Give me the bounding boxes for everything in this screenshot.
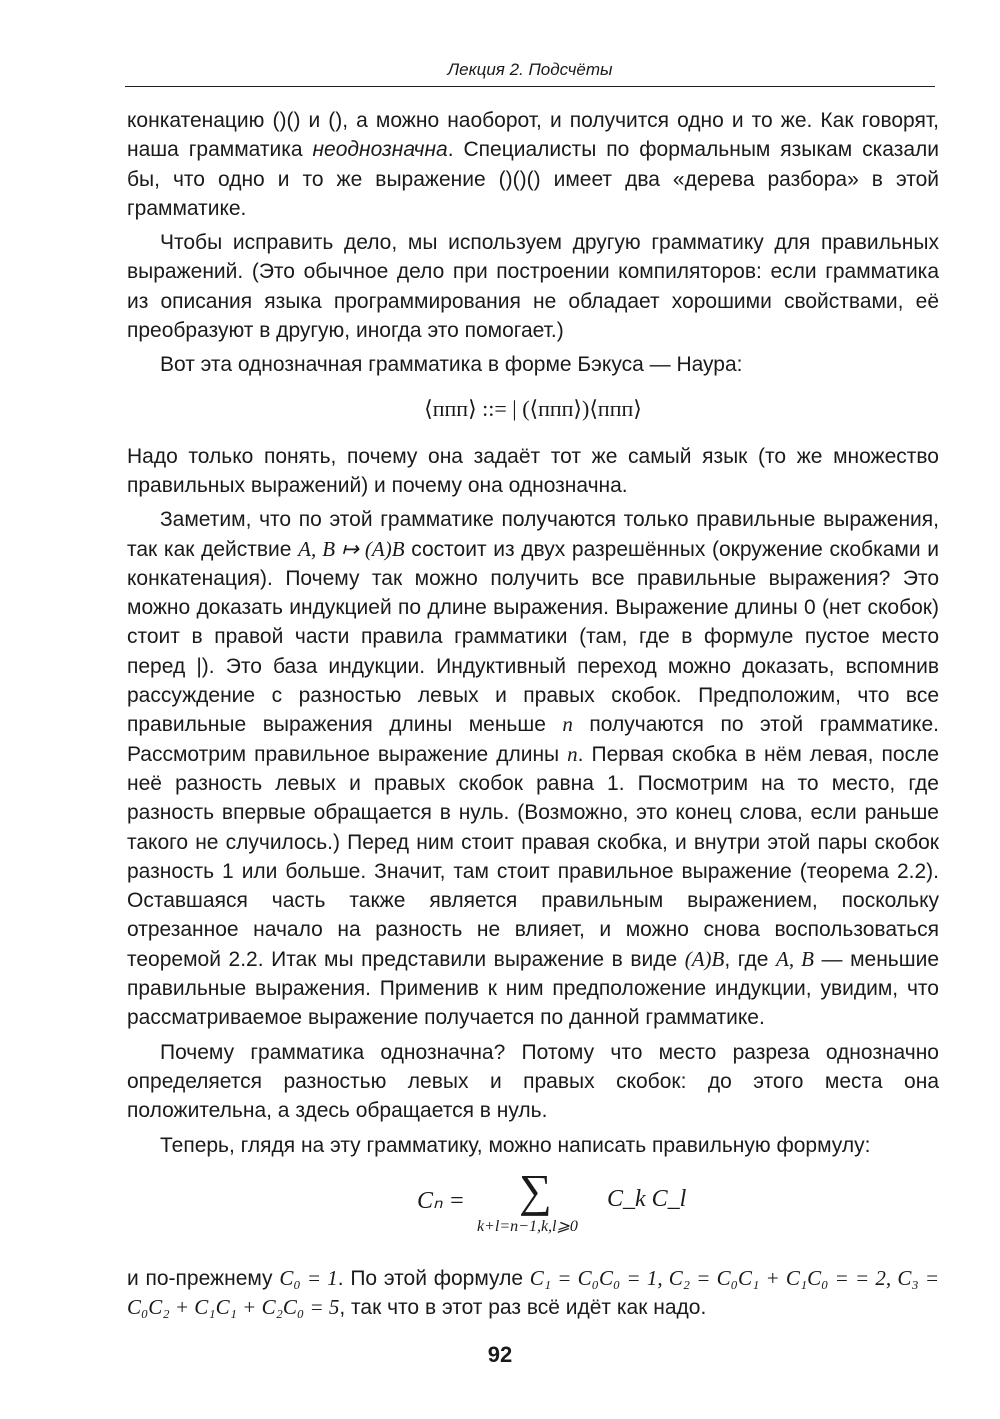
paragraph-6: Почему грамматика однозначна? Потому что место разреза однозначно определяется разностью левых и правых скобок: до этого места она положительна, а здесь обращается в нуль. <box>127 1040 939 1123</box>
para8-math-1: C₀ = 1 <box>279 1265 338 1290</box>
para5-text-a: Заметим, что по этой грамматике получаются только правильные выражения, так как действие <box>127 508 939 561</box>
paragraph-1 <box>127 106 939 223</box>
para5-math-1: A, B ↦ (A)B <box>298 536 405 561</box>
formula-rhs: C_k C_l <box>607 1185 687 1212</box>
page-number: 92 <box>487 1342 513 1367</box>
para1-text-a: конкатенацию ()() и (), а можно наоборот, и получится одно и то же. Как говорят, наша грамматика <box>127 109 939 162</box>
para5-text-e: , где <box>724 947 777 971</box>
para5-text-c: получаются по этой грамматике. Рассмотрим правильное выражение длины <box>127 713 939 766</box>
running-header: Лекция 2. Подсчёты <box>125 60 935 87</box>
paragraph-8 <box>127 1264 939 1323</box>
paragraph-7: Теперь, глядя на эту грамматику, можно написать правильную формулу: <box>160 1133 871 1157</box>
paragraph-2: Чтобы исправить дело, мы используем другую грамматику для правильных выражений. (Это обычное дело при построении компиляторов: если грамматика из описания языка программирования не обладает хорошими свойствами, её преобразуют в другую, иногда это помогает.) <box>127 231 939 343</box>
para5-text-b: состоит из двух разрешённых (окружение скобками и конкатенация). Почему так можно получить все правильные выражения? Это можно доказать индукцией по длине выражения. Выражение длины 0 (нет скобок) стоит в правой части правила грамматики (там, где в формуле пустое место перед |). Это база индукции. Индуктивный переход можно доказать, вспомнив рассуждение с разностью левых и правых скобок. Предположим, что все правильные выражения длины меньше <box>127 537 939 737</box>
para8-text-a: и по-прежнему <box>127 1266 280 1290</box>
formula-lhs: Cₙ = <box>417 1187 465 1214</box>
sum-symbol: ∑ <box>519 1164 552 1216</box>
para5-math-3: n <box>567 741 578 766</box>
bnf-grammar: ⟨ппп⟩ ::= | (⟨ппп⟩)⟨ппп⟩ <box>424 395 642 421</box>
para5-math-4: (A)B <box>684 946 725 971</box>
page-body <box>127 106 939 1322</box>
paragraph-4: Надо только понять, почему она задаёт тот же самый язык (то же множество правильных выражений) и почему она однозначна. <box>127 444 939 497</box>
para5-math-2: n <box>562 712 573 737</box>
para8-text-b: . По этой формуле <box>337 1266 530 1290</box>
catalan-formula <box>127 1164 939 1254</box>
para8-math-2: C₁ = C₀C₀ = 1, C₂ = C₀C₁ + C₁C₀ = = 2, C₃ = C₀C₂ + C₁C₁ + C₂C₀ = 5 <box>127 1265 940 1320</box>
sum-subscript: k+l=n−1,k,l⩾0 <box>477 1217 578 1235</box>
para5-math-5: A, B <box>776 946 814 971</box>
para1-text-b: . Специалисты по формальным языкам сказали бы, что одно и то же выражение ()()() имеет два «дерева разбора» в этой грамматике. <box>127 138 939 220</box>
paragraph-5 <box>127 505 939 1032</box>
para5-text-f: — меньшие правильные выражения. Применив к ним предположение индукции, увидим, что рассматриваемое выражение получается по данной грамматике. <box>127 947 940 1030</box>
paragraph-3: Вот эта однозначная грамматика в форме Бэкуса — Наура: <box>160 353 743 377</box>
para1-emphasis: неоднозначна <box>312 138 448 162</box>
para8-text-c: , так что в этот раз всё идёт как надо. <box>339 1296 707 1320</box>
para5-text-d: . Первая скобка в нём левая, после неё разность левых и правых скобок равна 1. Посмотрим на то место, где разность впервые обращается в нуль. (Возможно, это конец слова, если раньше такого не случилось.) Перед ним стоит правая скобка, и внутри этой пары скобок разность 1 или больше. Значит, там стоит правильное выражение (теорема 2.2). Оставшаяся часть также является правильным выражением, поскольку отрезанное начало на разность не влияет, и можно снова воспользоваться теоремой 2.2. Итак мы представили выражение в виде <box>127 742 939 971</box>
